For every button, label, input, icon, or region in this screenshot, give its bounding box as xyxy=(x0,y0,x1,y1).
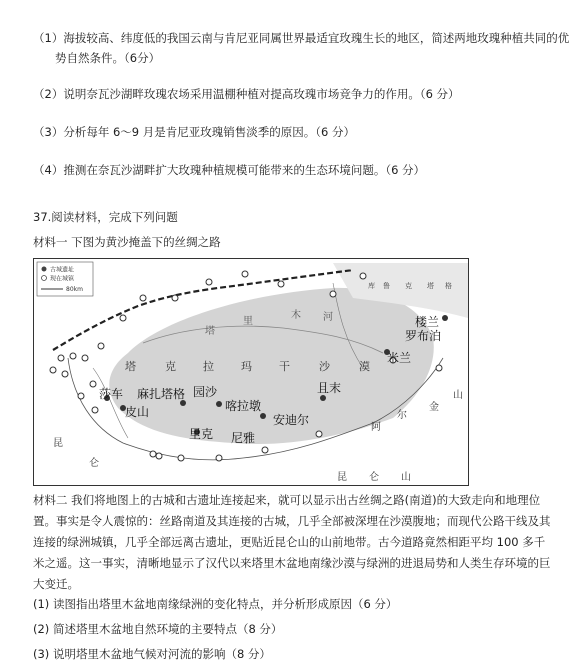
city-niya: 尼雅 xyxy=(231,431,256,445)
map-region-char: 克 xyxy=(405,282,412,290)
city-qiemo: 且末 xyxy=(317,381,342,395)
map-desert-char: 玛 xyxy=(241,360,252,373)
map-desert-char: 塔 xyxy=(125,360,136,373)
legend-scale: 80km xyxy=(66,286,83,293)
map-kunlun-char: 昆 xyxy=(53,438,63,449)
question-37-2: (2) 简述塔里木盆地自然环境的主要特点（8 分） xyxy=(33,622,283,636)
question-37-title: 37.阅读材料，完成下列问题 xyxy=(33,210,178,224)
map-altun-char: 山 xyxy=(453,390,463,401)
map-river-char: 木 xyxy=(291,310,301,321)
city-lop-nur: 罗布泊 xyxy=(405,329,442,343)
map-kunlun-char: 仑 xyxy=(89,458,99,469)
question-1 xyxy=(33,28,569,68)
map-kunlun-char: 山 xyxy=(401,472,411,483)
question-1-line2: 势自然条件。（6分） xyxy=(55,51,161,65)
map-altun-char: 金 xyxy=(429,402,439,413)
map-desert-char: 沙 xyxy=(319,360,330,373)
map-kunlun-char: 仑 xyxy=(369,472,379,483)
map-desert-char: 干 xyxy=(279,360,290,373)
city-yuansha: 园沙 xyxy=(193,385,218,399)
material-1-caption: 材料一 下图为黄沙掩盖下的丝绸之路 xyxy=(33,235,221,249)
city-pishan: 皮山 xyxy=(125,405,150,419)
city-endere: 安迪尔 xyxy=(273,413,310,427)
legend-modern-town: 现在城镇 xyxy=(50,275,75,283)
map-region-char: 塔 xyxy=(427,282,434,290)
map-altun-char: 尔 xyxy=(397,410,407,421)
map-river-char: 河 xyxy=(323,312,333,323)
map-river-char: 里 xyxy=(243,316,253,327)
map-altun-char: 阿 xyxy=(371,422,381,433)
city-miran: 米兰 xyxy=(387,351,412,365)
map-desert-char: 漠 xyxy=(359,360,370,373)
material-2-paragraph: 材料二 我们将地图上的古城和古遗址连接起来，就可以显示出古丝绸之路(南道)的大致走向和地理位置。事实是令人震惊的：丝路南道及其连接的古城，几乎全部被深埋在沙漠腹地；而现代公路干线及其连接的绿洲城镇，几乎全部远离古遗址，更贴近昆仑山的山前地带。古今道路竟然相距平均 100 多千米之遥。这一事实，清晰地显示了汉代以来塔里木盆地南缘沙漠与绿洲的进退局势和人类生存环境的巨大变迁。 xyxy=(33,493,551,591)
city-mazatag: 麻扎塔格 xyxy=(137,387,186,401)
city-shache: 莎车 xyxy=(99,387,124,401)
city-loulan: 楼兰 xyxy=(415,315,440,329)
map-region-char: 库 xyxy=(368,282,375,290)
map-region-char: 格 xyxy=(445,282,452,290)
silk-road-map xyxy=(33,258,469,486)
map-region-char: 鲁 xyxy=(383,282,390,290)
city-like: 里克 xyxy=(189,427,214,441)
map-desert-char: 拉 xyxy=(203,360,214,373)
question-2: （2）说明奈瓦沙湖畔玫瑰农场采用温棚种植对提高玫瑰市场竞争力的作用。（6 分） xyxy=(33,87,460,101)
question-37-1: (1) 读图指出塔里木盆地南缘绿洲的变化特点，并分析形成原因（6 分） xyxy=(33,597,398,611)
question-37-3: (3) 说明塔里木盆地气候对河流的影响（8 分） xyxy=(33,647,271,661)
question-4: （4）推测在奈瓦沙湖畔扩大玫瑰种植规模可能带来的生态环境问题。（6 分） xyxy=(33,163,426,177)
question-1-line1: （1）海拔较高、纬度低的我国云南与肯尼亚同属世界最适宜玫瑰生长的地区，简述两地玫瑰种植共同的优 xyxy=(33,31,570,45)
map-desert-char: 克 xyxy=(165,360,176,373)
city-karadong: 喀拉墩 xyxy=(225,399,262,413)
legend-ancient-city: 古城遗址 xyxy=(50,266,75,274)
map-river-char: 塔 xyxy=(205,326,215,337)
map-kunlun-char: 昆 xyxy=(337,472,347,483)
question-3: （3）分析每年 6～9 月是肯尼亚玫瑰销售淡季的原因。（6 分） xyxy=(33,125,355,139)
